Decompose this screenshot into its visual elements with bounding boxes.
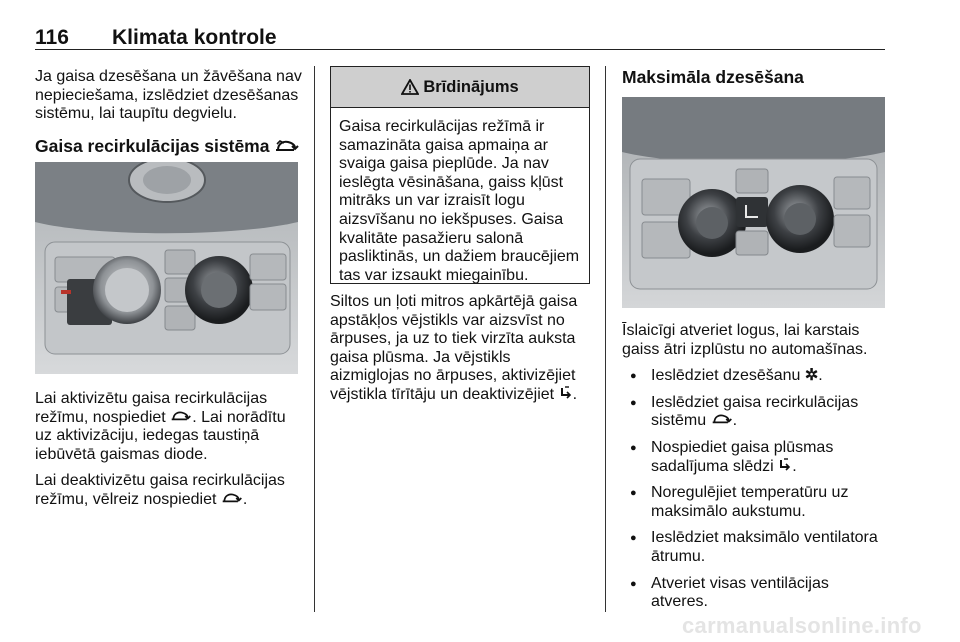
step-text: Ieslēdziet gaisa recirkulācijas sistēmu — [651, 393, 859, 430]
column-2-paragraph — [330, 293, 594, 413]
climate-panel-photo-recirculation — [35, 162, 298, 374]
list-item — [622, 367, 888, 386]
step-end: . — [792, 457, 797, 475]
column-divider — [605, 66, 606, 612]
recirculation-icon — [711, 413, 733, 425]
activate-text-end: . Lai norādītu uz aktivizāciju, iedegas taustiņā iebūvētā gaismas diode. — [35, 408, 286, 463]
warning-triangle-icon — [401, 79, 419, 95]
step-end: . — [732, 412, 738, 430]
climate-panel-photo-max-cooling — [622, 97, 885, 308]
deactivate-text-end: . — [242, 490, 248, 508]
step-end: . — [818, 367, 823, 385]
step-text: Ieslēdziet maksimālo ventilatora ātrumu. — [651, 529, 878, 565]
list-item — [622, 529, 888, 566]
step-text: Nospiediet gaisa plūsmas sadalījuma slēdzi — [651, 438, 834, 475]
section-heading-max-cooling: Maksimāla dzesēšana — [622, 67, 804, 87]
list-item — [622, 394, 888, 431]
warning-title: Brīdinājums — [423, 77, 519, 96]
header-rule — [35, 49, 885, 50]
windscreen-paragraph — [330, 293, 594, 405]
intro-paragraph: Ja gaisa dzesēšana un žāvēšana nav nepieciešama, izslēdziet dzesēšanas sistēmu, lai taupītu degvielu. — [35, 68, 302, 123]
page-number: 116 — [35, 26, 69, 49]
step-text: Atveriet visas ventilācijas atveres. — [651, 574, 829, 611]
air-distribution-icon — [778, 458, 792, 471]
step-text: Noregulējiet temperatūru uz maksimālo aukstumu. — [651, 484, 849, 520]
max-cooling-steps — [622, 367, 888, 612]
chapter-title: Klimata kontrole — [112, 26, 277, 49]
list-item — [622, 439, 888, 476]
activate-text: Lai aktivizētu gaisa recirkulācijas režīmu, nospiediet — [35, 390, 268, 426]
max-cooling-intro: Īslaicīgi atveriet logus, lai karstais gaiss ātri izplūstu no automašīnas. — [622, 322, 868, 358]
windscreen-text-end: . — [572, 385, 578, 403]
dashboard-illustration — [35, 162, 298, 374]
recirculation-icon — [170, 410, 192, 422]
snowflake-icon: ✲ — [804, 367, 819, 385]
column-3-heading — [622, 68, 886, 95]
column-3-lower — [622, 322, 888, 620]
list-item — [622, 575, 888, 612]
column-divider — [314, 66, 315, 612]
recirculation-icon — [274, 139, 300, 153]
page-header — [35, 26, 885, 50]
watermark: carmanualsonline.info — [682, 613, 922, 638]
warning-box — [330, 66, 590, 284]
column-1 — [35, 68, 303, 163]
column-1-lower — [35, 390, 303, 518]
dashboard-illustration — [622, 97, 885, 308]
list-item — [622, 484, 888, 521]
heading-text: Gaisa recirkulācijas sistēma — [35, 135, 270, 156]
section-heading-recirculation — [35, 137, 303, 156]
activate-paragraph — [35, 390, 303, 464]
deactivate-paragraph — [35, 472, 303, 509]
deactivate-text: Lai deaktivizētu gaisa recirkulācijas režīmu, vēlreiz nospiediet — [35, 472, 285, 508]
warning-header — [331, 67, 589, 108]
warning-body: Gaisa recirkulācijas režīmā ir samazināta gaisa apmaiņa ar svaiga gaisa pieplūde. Ja nav ieslēgta vēsināšana, gaiss kļūst mitrāks un var izraisīt logu aizsvīšanu no iekšpuses. Gaisa kvalitāte pasažieru salonā pasliktinās, un dažiem braucējiem tas var izsaukt miegainību. — [339, 118, 580, 284]
windscreen-text: Siltos un ļoti mitros apkārtējā gaisa apstākļos vējstikls var aizsvīst no ārpuses, ja uz to tiek virzīta auksta gaisa plūsma. Ja vējstikls aizmiglojas no ārpuses, aktivizējiet vējstikla tīrītāju un deaktivizējiet — [330, 293, 578, 403]
air-distribution-icon — [559, 386, 573, 399]
recirculation-icon — [221, 492, 243, 504]
step-text: Ieslēdziet dzesēšanu — [651, 367, 801, 385]
